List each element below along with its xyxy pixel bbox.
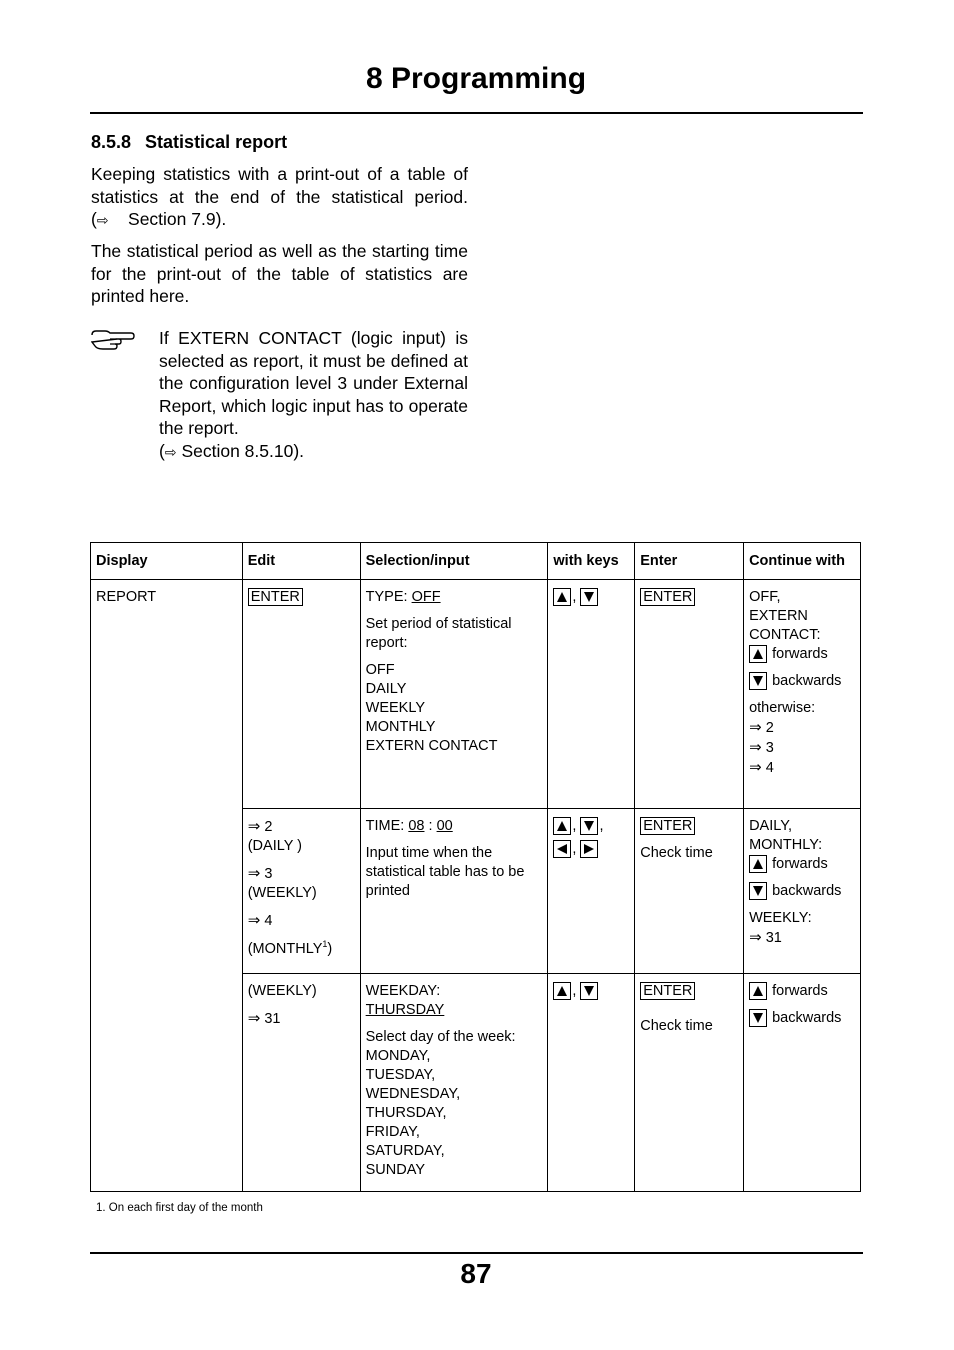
implies-arrow-icon: ⇒ [749, 719, 762, 736]
keys-cell: , [548, 974, 635, 1192]
right-arrow-key-icon [580, 840, 598, 858]
keys-cell: , , , [548, 809, 635, 974]
left-arrow-key-icon [553, 840, 571, 858]
option-item: WEEKLY [365, 700, 425, 716]
reference-arrow-icon: ⇨ [164, 443, 177, 460]
up-arrow-key-icon [553, 982, 571, 1000]
hour-value: 08 [408, 818, 425, 834]
selection-cell: TIME: 08 : 00 Input time when the statistical table has to be printed [360, 809, 548, 974]
implies-arrow-icon: ⇒ [247, 865, 261, 882]
check-time-note: Check time [640, 1018, 713, 1034]
continue-condition: EXTERN [749, 608, 808, 624]
day-item: WEDNESDAY, [365, 1086, 461, 1102]
selection-cell: WEEKDAY: THURSDAY Select day of the week: MONDAY, TUESDAY, WEDNESDAY, THURSDAY, FRIDAY, SATURDAY, SUNDAY [360, 974, 548, 1192]
enter-key-label: ENTER [248, 588, 303, 606]
implies-arrow-icon: ⇒ [749, 739, 762, 756]
otherwise-label: otherwise: [749, 700, 816, 716]
day-item: SUNDAY [365, 1162, 425, 1178]
implies-arrow-icon: ⇒ [247, 818, 261, 835]
enter-cell [635, 809, 744, 974]
edit-cell: (WEEKLY) ⇒ 31 [242, 974, 360, 1192]
section-heading [91, 132, 287, 153]
option-item: DAILY [365, 681, 407, 697]
display-report: REPORT [96, 589, 157, 605]
up-arrow-key-icon [553, 588, 571, 606]
day-item: SATURDAY, [365, 1143, 445, 1159]
selection-description: Set period of statistical report: [365, 616, 512, 651]
enter-cell [635, 974, 744, 1192]
page-number: 87 [460, 1258, 492, 1289]
footnote-marker: 1 [322, 939, 328, 949]
down-arrow-key-icon [749, 672, 767, 690]
continue-cell: OFF, EXTERN CONTACT: forwards backwards otherwise: ⇒ 2 ⇒ 3 ⇒ 4 [744, 580, 861, 809]
programming-table [90, 542, 861, 1192]
enter-key-label: ENTER [640, 817, 695, 835]
option-item: EXTERN CONTACT [365, 738, 498, 754]
type-label: TYPE: [365, 589, 412, 605]
implies-arrow-icon: ⇒ [247, 912, 261, 929]
continue-cell: forwards backwards [744, 974, 861, 1192]
period-paragraph: The statistical period as well as the starting time for the print-out of the table of statistics are printed here. [91, 241, 468, 306]
selection-cell [360, 580, 548, 809]
minute-value: 00 [436, 818, 453, 834]
header-continue: Continue with [744, 543, 861, 580]
display-cell [91, 580, 243, 1192]
selection-description: Input time when the statistical table has to be printed [365, 845, 525, 899]
header-edit: Edit [242, 543, 360, 580]
continue-condition: OFF, [749, 589, 781, 605]
weekday-value: THURSDAY [365, 1002, 445, 1018]
down-arrow-key-icon [580, 817, 598, 835]
implies-arrow-icon: ⇒ [749, 929, 762, 946]
header-rule [90, 112, 863, 114]
type-value: OFF [411, 589, 441, 605]
implies-arrow-icon: ⇒ [749, 759, 762, 776]
section-title: Statistical report [145, 132, 288, 152]
header-keys: with keys [548, 543, 635, 580]
down-arrow-key-icon [749, 1009, 767, 1027]
day-item: MONDAY, [365, 1048, 431, 1064]
edit-cell [242, 580, 360, 809]
footer-rule [90, 1252, 863, 1254]
day-item: THURSDAY, [365, 1105, 447, 1121]
table-header-row [91, 543, 861, 580]
reference-arrow-icon: ⇨ [96, 212, 109, 228]
up-arrow-key-icon [749, 855, 767, 873]
implies-arrow-icon: ⇒ [247, 1010, 261, 1027]
option-item: OFF [365, 662, 395, 678]
forwards-label: forwards [772, 646, 828, 662]
option-item: MONTHLY [365, 719, 436, 735]
pointing-hand-icon [91, 329, 135, 351]
enter-cell [635, 580, 744, 809]
table-row [91, 580, 861, 809]
day-item: FRIDAY, [365, 1124, 420, 1140]
up-arrow-key-icon [749, 645, 767, 663]
day-item: TUESDAY, [365, 1067, 436, 1083]
intro-paragraph: Keeping statistics with a print-out of a table of statistics at the end of the statistical period. (⇨ Section 7.9). [91, 164, 468, 229]
down-arrow-key-icon [580, 982, 598, 1000]
reference-link: Section 8.5.10). [181, 440, 305, 461]
note-text: If EXTERN CONTACT (logic input) is selected as report, it must be defined at the configuration level 3 under External Report, which logic input has to operate the report. (⇨ Section 8.5.10). [159, 328, 468, 461]
reference-link: Section 7.9). [128, 209, 227, 229]
backwards-label: backwards [772, 673, 842, 689]
up-arrow-key-icon [553, 817, 571, 835]
chapter-title: 8 Programming [365, 62, 587, 95]
check-time-note: Check time [640, 845, 713, 861]
selection-description: Select day of the week: [365, 1029, 516, 1045]
header-enter: Enter [635, 543, 744, 580]
header-display: Display [91, 543, 243, 580]
section-number: 8.5.8 [91, 132, 132, 152]
enter-key-label: ENTER [640, 982, 695, 1000]
header-selection: Selection/input [360, 543, 548, 580]
continue-condition: CONTACT: [749, 627, 821, 643]
keys-cell: , [548, 580, 635, 809]
down-arrow-key-icon [580, 588, 598, 606]
up-arrow-key-icon [749, 982, 767, 1000]
down-arrow-key-icon [749, 882, 767, 900]
continue-cell: DAILY, MONTHLY: forwards backwards WEEKLY: ⇒ 31 [744, 809, 861, 974]
edit-cell: ⇒ 2 (DAILY ) ⇒ 3 (WEEKLY) ⇒ 4 (MONTHLY$^1$) [242, 809, 360, 974]
enter-key-label: ENTER [640, 588, 695, 606]
footnote: 1. On each first day of the month [96, 1202, 263, 1214]
